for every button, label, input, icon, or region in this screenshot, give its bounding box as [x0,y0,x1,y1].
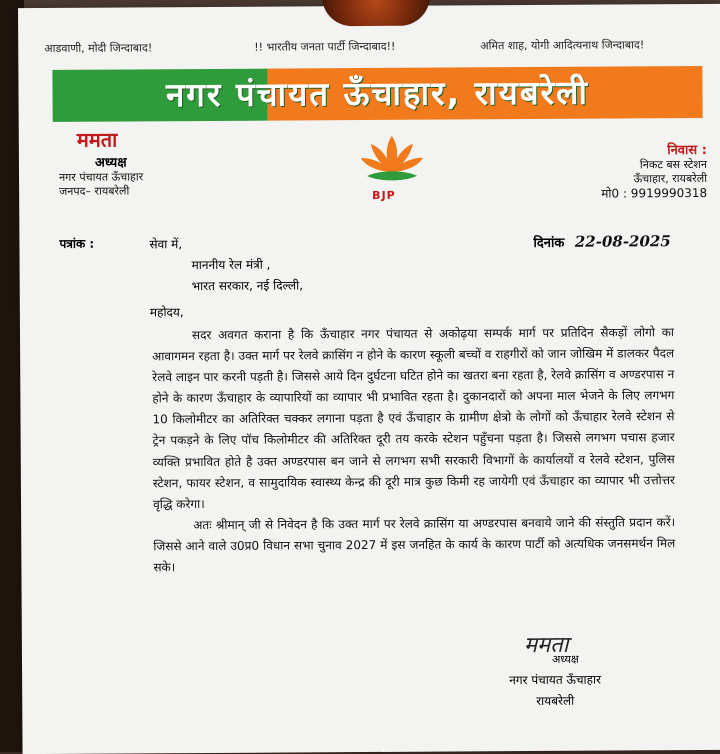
letterhead-title: नगर पंचायत ऊँचाहार, रायबरेली [165,72,590,115]
residence-block [589,140,707,201]
lotus-icon [359,132,425,186]
letter-page [18,4,720,754]
sender-block [59,125,144,199]
sender-designation: अध्यक्ष [94,155,127,171]
slogan-left: आडवाणी, मोदी जिन्दाबाद! [44,41,153,55]
sender-name: ममता [76,127,118,152]
address-line-1: निकट बस स्टेशन [639,157,708,172]
salutation: महोदय, [149,305,184,320]
date-field [533,232,670,251]
handwritten-signature: ममता [523,632,569,659]
signature-org-block [495,670,615,713]
recipient-line-2: भारत सरकार, नई दिल्ली, [191,278,304,294]
reference-label: पत्रांक : [59,236,95,251]
date-label: दिनांक [533,235,565,251]
body-paragraph-2: अतः श्रीमान् जी से निवेदन है कि उक्त मार्ग पर रेलवे क्रासिंग या अण्डरपास बनवाये जाने की संस्तुति प्रदान करें। जिससे आने वाले उ0प्र0 विधान सभा चुनाव 2027 में इस जनहित के कार्य के कारण पार्टी को अत्यधिक जनसमर्थन मिल सके। [153,514,676,575]
address-line-2: ऊँचाहार, रायबरेली [633,171,708,186]
recipient-line-1: माननीय रेल मंत्री , [191,257,271,273]
date-value: 22-08-2025 [574,232,671,251]
pickle-jar-object [322,0,430,26]
body-paragraph-1: सदर अवगत कराना है कि ऊँचाहार नगर पंचायत से अकोढ़या सम्पर्क मार्ग पर प्रतिदिन सैकड़ों लोगो का आवागमन रहता है। उक्त मार्ग पर रेलवे क्रासिंग न होने के कारण स्कूली बच्चों व राहगीरों को जान जोखिम में डालकर पैदल रेलवे लाइन पार करनी पड़ती है। जिससे आये दिन दुर्घटना घटित होने का खतरा बना रहता है, रेलवे क्रासिंग व अण्डरपास न होने के कारण ऊँचाहार के व्यापारियों का व्यापार भी प्रभावित रहता है। दुकानदारों को अपना माल भेजने के लिए लगभग 10 किलोमीटर का अतिरिक्त चक्कर लगाना पड़ता है एवं ऊँचाहार के ग्रामीण क्षेत्रो के लोगों को ऊँचाहार रेलवे स्टेशन से ट्रेन पकड़ने के लिए पॉच किलोमीटर की अतिरिक्त दूरी तय करके स्टेशन पहुँचना पड़ता है। जिससे लगभग पचास हजार व्यक्ति प्रभावित होते है उक्त अण्डरपास बन जाने से लगभग सभी सरकारी विभागों के कार्यालयों व रेलवे स्टेशन, पुलिस स्टेशन, फायर स्टेशन, व सामुदायिक स्वास्थ्य केन्द्र की दूरी मात्र कुछ किमी रह जायेगी एवं ऊँचाहार का व्यापार भी उत्तोत्तर वृद्धि करेगा। [152,325,675,512]
signature-org-line-1: नगर पंचायत ऊँचाहार [509,672,602,688]
sender-district: जनपद– रायबरेली [59,184,130,198]
letter-body [152,322,676,578]
residence-label: निवास : [667,142,707,159]
to-label: सेवा में, [149,237,183,252]
slogan-center: !! भारतीय जनता पार्टी जिन्दाबाद!! [254,39,396,54]
sender-org: नगर पंचायत ऊँचाहार [59,170,144,184]
signature-designation: अध्यक्ष [551,652,579,666]
recipient-block [149,233,303,297]
phone-number: मो0 : 9919990318 [601,185,708,201]
signature-org-line-2: रायबरेली [536,693,575,708]
bjp-logo-text: BJP [372,188,396,202]
slogan-right: अमित शाह, योगी आदित्यनाथ जिन्दाबाद! [480,38,645,53]
